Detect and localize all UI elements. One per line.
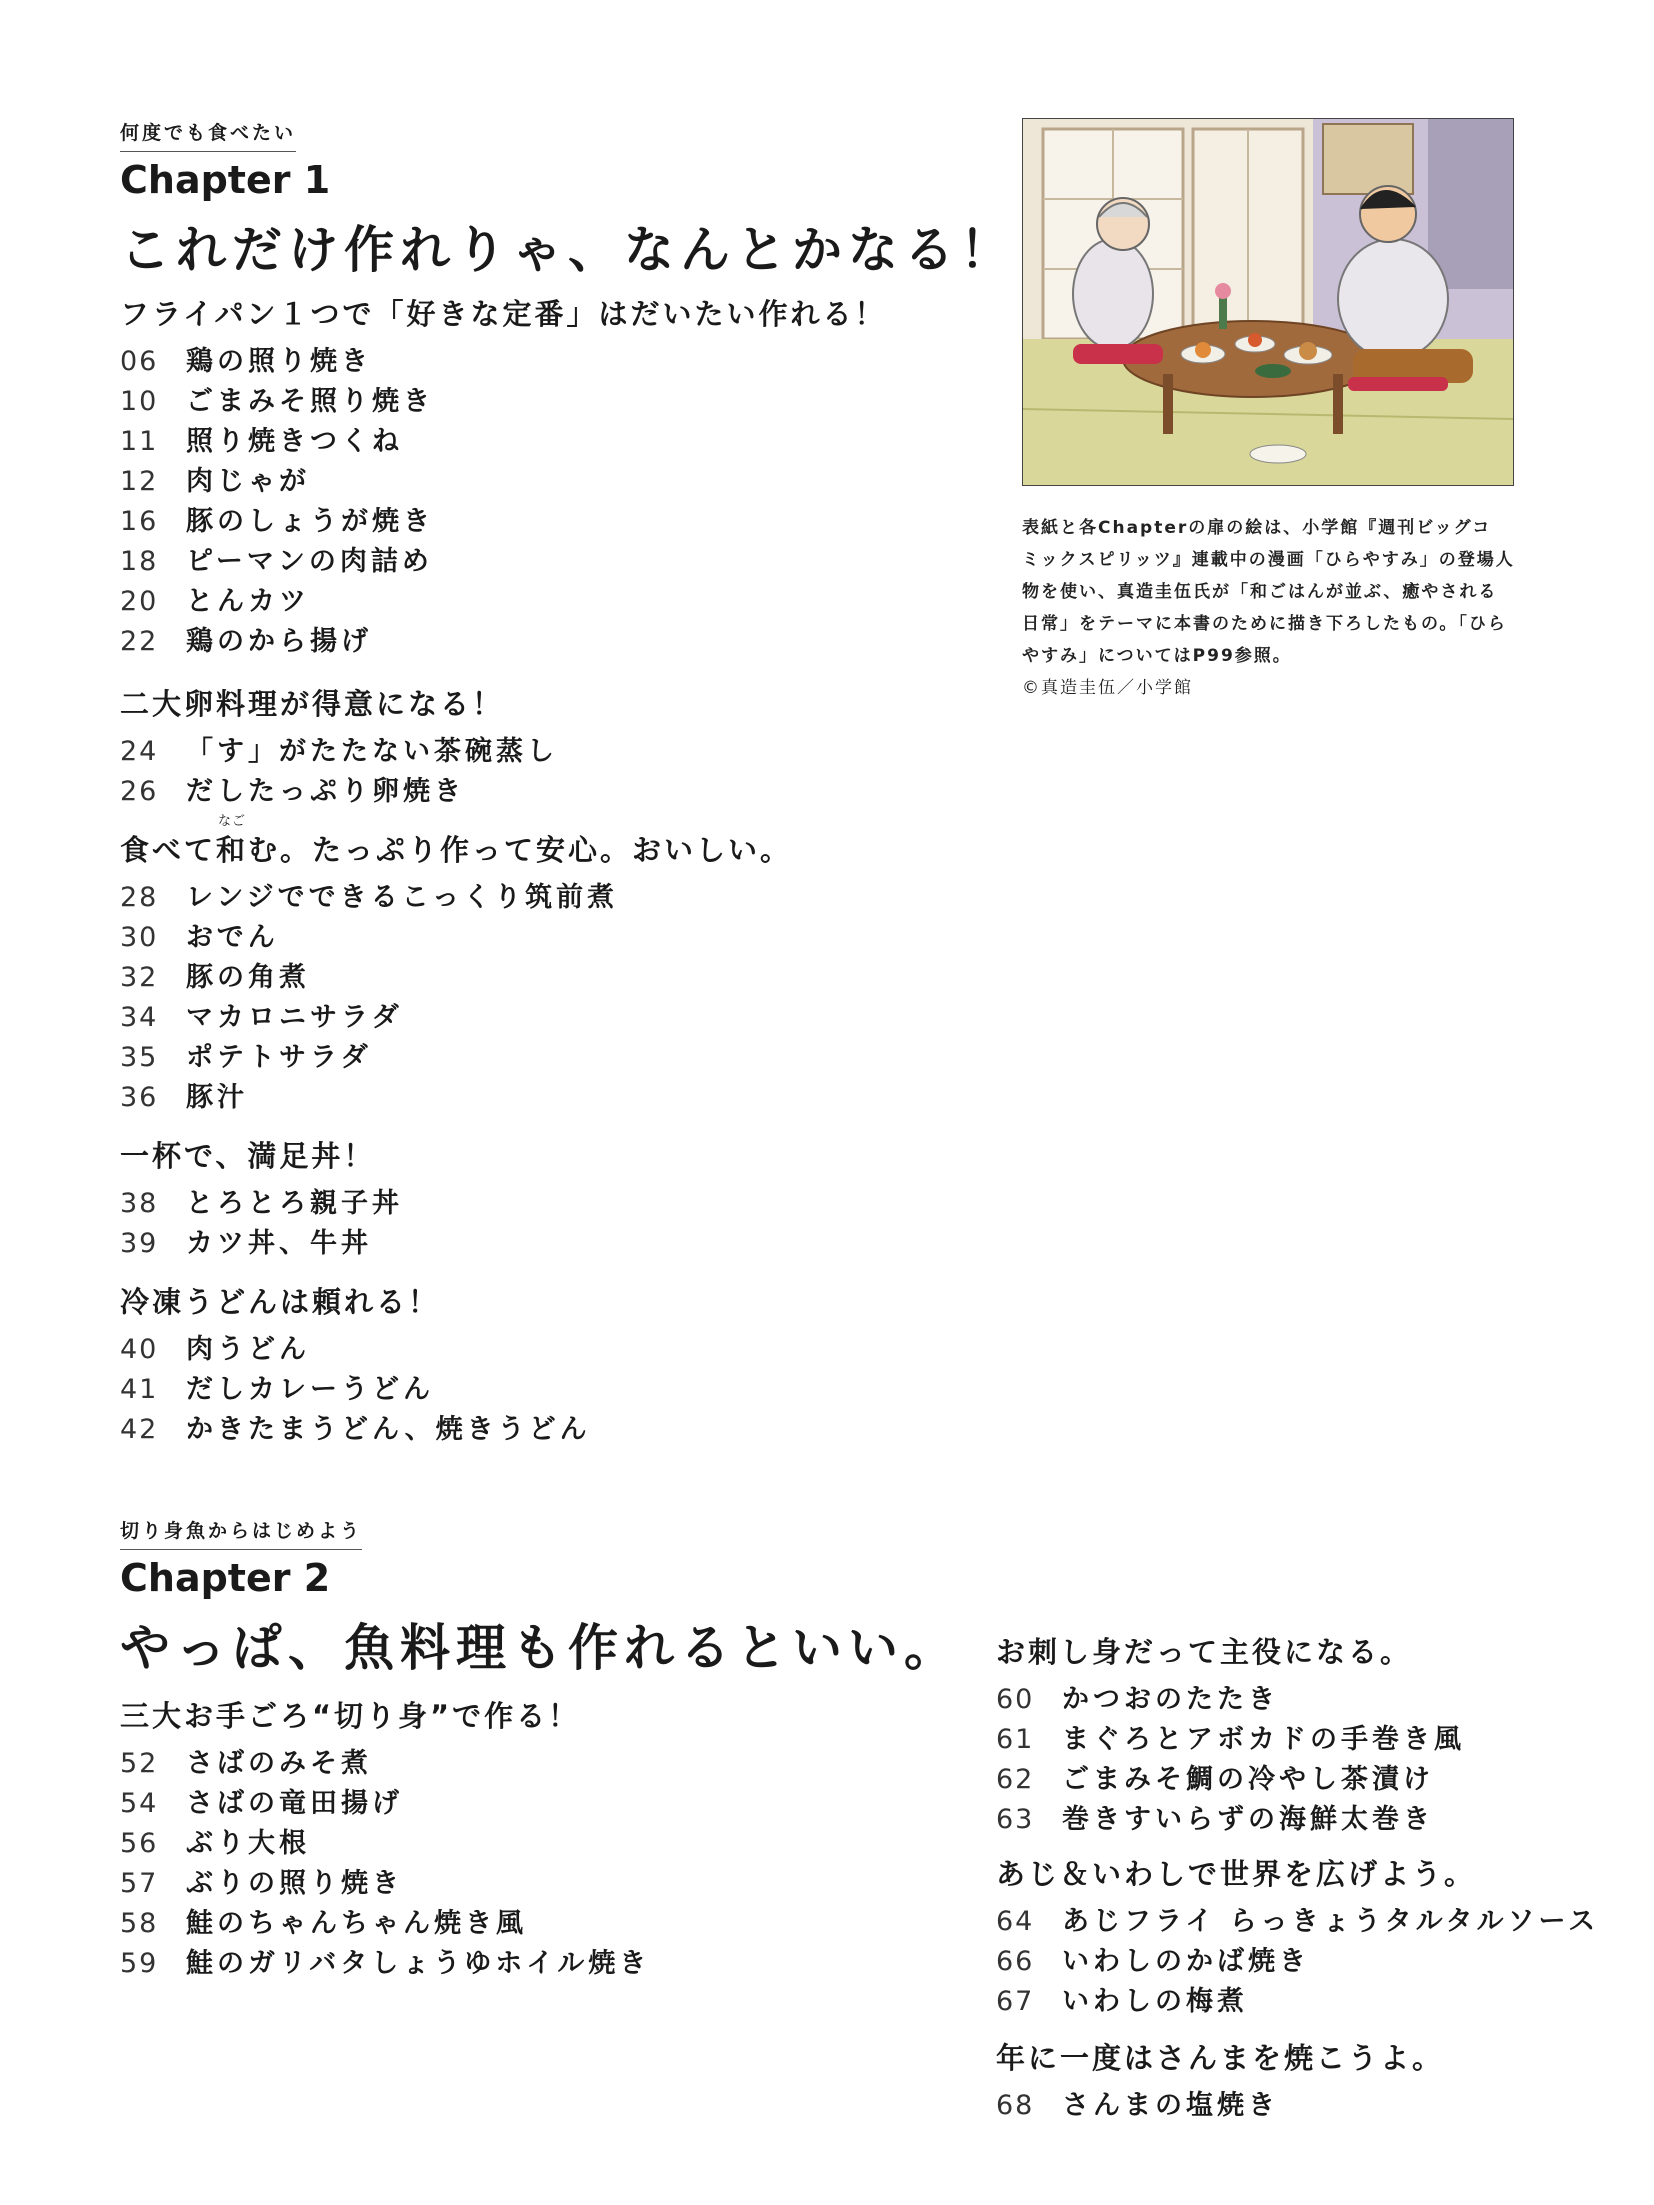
recipe-name: ごまみそ照り焼き [186,386,434,417]
page-number: 42 [120,1414,159,1445]
page-number: 62 [996,1764,1035,1795]
recipe-name: まぐろとアボカドの手巻き風 [1062,1724,1465,1755]
caption-line: 表紙と各Chapterの扉の絵は、小学館『週刊ビッグコ [1022,518,1492,538]
section-heading: 冷凍うどんは頼れる！ [120,1285,441,1319]
recipe-name: おでん [186,922,279,953]
page-number: 32 [120,962,159,993]
page-number: 11 [120,426,159,457]
toc-item[interactable] [120,459,887,499]
ch2-section-3 [996,1852,1599,2019]
toc-item[interactable] [120,875,792,915]
toc-item[interactable] [120,1327,591,1367]
recipe-name: ポテトサラダ [186,1042,372,1073]
recipe-name: カツ丼、牛丼 [186,1228,372,1259]
page-number: 22 [120,626,159,657]
toc-item[interactable] [120,619,887,659]
toc-item[interactable] [120,1741,650,1781]
page-number: 35 [120,1042,159,1073]
chapter1-label: Chapter 1 [120,158,331,202]
page-number: 64 [996,1906,1035,1937]
toc-item[interactable] [120,729,558,769]
page-number: 12 [120,466,159,497]
ch1-section-1 [120,292,887,659]
page-number: 56 [120,1828,159,1859]
toc-item[interactable] [996,1939,1599,1979]
page-number: 41 [120,1374,159,1405]
page-number: 66 [996,1946,1035,1977]
recipe-name: さばのみそ煮 [186,1748,372,1779]
recipe-name: ピーマンの肉詰め [186,546,433,577]
section-heading: 二大卵料理が得意になる！ [120,687,505,721]
chapter2-label: Chapter 2 [120,1556,331,1600]
chapter1-kicker: 何度でも食べたい [120,118,296,152]
recipe-name: マカロニサラダ [186,1002,403,1033]
section-heading: 三大お手ごろ“切り身”で作る！ [120,1699,581,1733]
ruby [216,814,249,869]
toc-item[interactable] [996,1899,1599,1939]
recipe-name: 「す」がたたない茶碗蒸し [186,736,558,767]
recipe-name: かきたまうどん、焼きうどん [186,1414,591,1445]
page-number: 16 [120,506,159,537]
page-number: 54 [120,1788,159,1819]
page-number: 57 [120,1868,159,1899]
ch1-section-5 [120,1280,591,1447]
ch2-section-1 [120,1694,650,1981]
recipe-name: いわしの梅煮 [1062,1986,1248,2017]
page-number: 61 [996,1724,1035,1755]
recipe-name: ごまみそ鯛の冷やし茶漬け [1062,1764,1434,1795]
toc-item[interactable] [120,1035,792,1075]
recipe-name: かつおのたたき [1062,1684,1279,1715]
toc-item[interactable] [120,1821,650,1861]
page-number: 68 [996,2090,1035,2121]
page-number: 38 [120,1188,159,1219]
chapter2-kicker: 切り身魚からはじめよう [120,1516,362,1550]
toc-item[interactable] [120,915,792,955]
page-number: 18 [120,546,159,577]
toc-item[interactable] [120,995,792,1035]
recipe-name: 豚の角煮 [186,962,310,993]
recipe-name: とんカツ [186,586,310,617]
toc-item[interactable] [120,1781,650,1821]
recipe-name: ぶり大根 [186,1828,310,1859]
caption-credit: ©真造圭伍／小学館 [1022,678,1193,698]
recipe-name: いわしのかば焼き [1062,1946,1310,1977]
heading-part: 食べて [120,833,217,867]
page-number: 26 [120,776,159,807]
toc-item[interactable] [996,1979,1599,2019]
ruby-reading: なご [218,814,247,829]
section-heading: 年に一度はさんまを焼こうよ。 [996,2041,1445,2075]
page-number: 06 [120,346,159,377]
toc-item[interactable] [120,1075,792,1115]
page-number: 34 [120,1002,159,1033]
ch1-section-4 [120,1134,403,1261]
page-number: 10 [120,386,159,417]
ch2-section-4 [996,2036,1444,2123]
toc-item[interactable] [120,769,558,809]
toc-item[interactable] [120,419,887,459]
recipe-name: 肉うどん [186,1334,310,1365]
page-number: 60 [996,1684,1035,1715]
recipe-name: だしカレーうどん [186,1374,434,1405]
page-number: 40 [120,1334,159,1365]
toc-item[interactable] [120,1941,650,1981]
chapter-illustration [1022,118,1514,486]
toc-item[interactable] [120,1901,650,1941]
toc-item[interactable] [996,2083,1444,2123]
ruby-base: 和 [216,833,249,867]
recipe-name: 鶏の照り焼き [186,346,372,377]
recipe-name: 鶏のから揚げ [186,626,372,657]
page-number: 28 [120,882,159,913]
recipe-name: 鮭のガリバタしょうゆホイル焼き [186,1948,651,1979]
toc-item[interactable] [120,1861,650,1901]
page-number: 58 [120,1908,159,1939]
caption-line: 日常」をテーマに本書のために描き下ろしたもの。「ひら [1022,614,1507,634]
toc-item[interactable] [120,1181,403,1221]
section-heading: あじ＆いわしで世界を広げよう。 [996,1857,1477,1891]
toc-item[interactable] [120,1221,403,1261]
ch2-section-2 [996,1630,1465,1837]
toc-item[interactable] [996,1797,1465,1837]
section-heading: 一杯で、満足丼！ [120,1139,376,1173]
recipe-name: ぶりの照り焼き [186,1868,403,1899]
toc-item[interactable] [120,1407,591,1447]
section-heading [120,814,793,869]
recipe-name: 肉じゃが [186,466,310,497]
recipe-name: とろとろ親子丼 [186,1188,403,1219]
page-number: 24 [120,736,159,767]
illustration-drawing [1023,119,1513,485]
toc-item[interactable] [120,379,887,419]
ch1-section-3 [120,814,793,1115]
recipe-name: 巻きすいらずの海鮮太巻き [1062,1804,1434,1835]
toc-item[interactable] [996,1757,1465,1797]
toc-item[interactable] [120,1367,591,1407]
ch1-section-2 [120,682,558,809]
chapter2-title: やっぱ、魚料理も作れるといい。 [120,1619,960,1677]
recipe-name: だしたっぷり卵焼き [186,776,465,807]
toc-item[interactable] [120,339,887,379]
toc-item[interactable] [996,1677,1465,1717]
page-number: 36 [120,1082,159,1113]
caption-line: 物を使い、真造圭伍氏が「和ごはんが並ぶ、癒やされる [1022,582,1498,602]
toc-item[interactable] [120,499,887,539]
page-number: 63 [996,1804,1035,1835]
recipe-name: 豚のしょうが焼き [186,506,434,537]
section-heading: お刺し身だって主役になる。 [996,1635,1413,1669]
recipe-name: レンジでできるこっくり筑前煮 [186,882,619,913]
toc-item[interactable] [120,955,792,995]
toc-item[interactable] [120,579,887,619]
recipe-name: 豚汁 [186,1082,248,1113]
section-heading: フライパン１つで「好きな定番」はだいたい作れる！ [120,297,887,331]
page-number: 30 [120,922,159,953]
page-number: 59 [120,1948,159,1979]
chapter1-title: これだけ作れりゃ、なんとかなる！ [120,221,1016,279]
recipe-name: 鮭のちゃんちゃん焼き風 [186,1908,527,1939]
illustration-caption [1022,512,1515,704]
toc-item[interactable] [996,1717,1465,1757]
heading-part: む。たっぷり作って安心。おいしい。 [248,833,793,867]
page-number: 52 [120,1748,159,1779]
page-number: 20 [120,586,159,617]
recipe-name: さんまの塩焼き [1062,2090,1279,2121]
page-number: 39 [120,1228,159,1259]
toc-item[interactable] [120,539,887,579]
caption-line: ミックスピリッツ』連載中の漫画「ひらやすみ」の登場人 [1022,550,1515,570]
recipe-name: さばの竜田揚げ [186,1788,403,1819]
caption-line: やすみ」についてはP99参照。 [1022,646,1292,666]
page-number: 67 [996,1986,1035,2017]
recipe-name: 照り焼きつくね [186,426,403,457]
recipe-name: あじフライ らっきょうタルタルソース [1062,1906,1600,1937]
